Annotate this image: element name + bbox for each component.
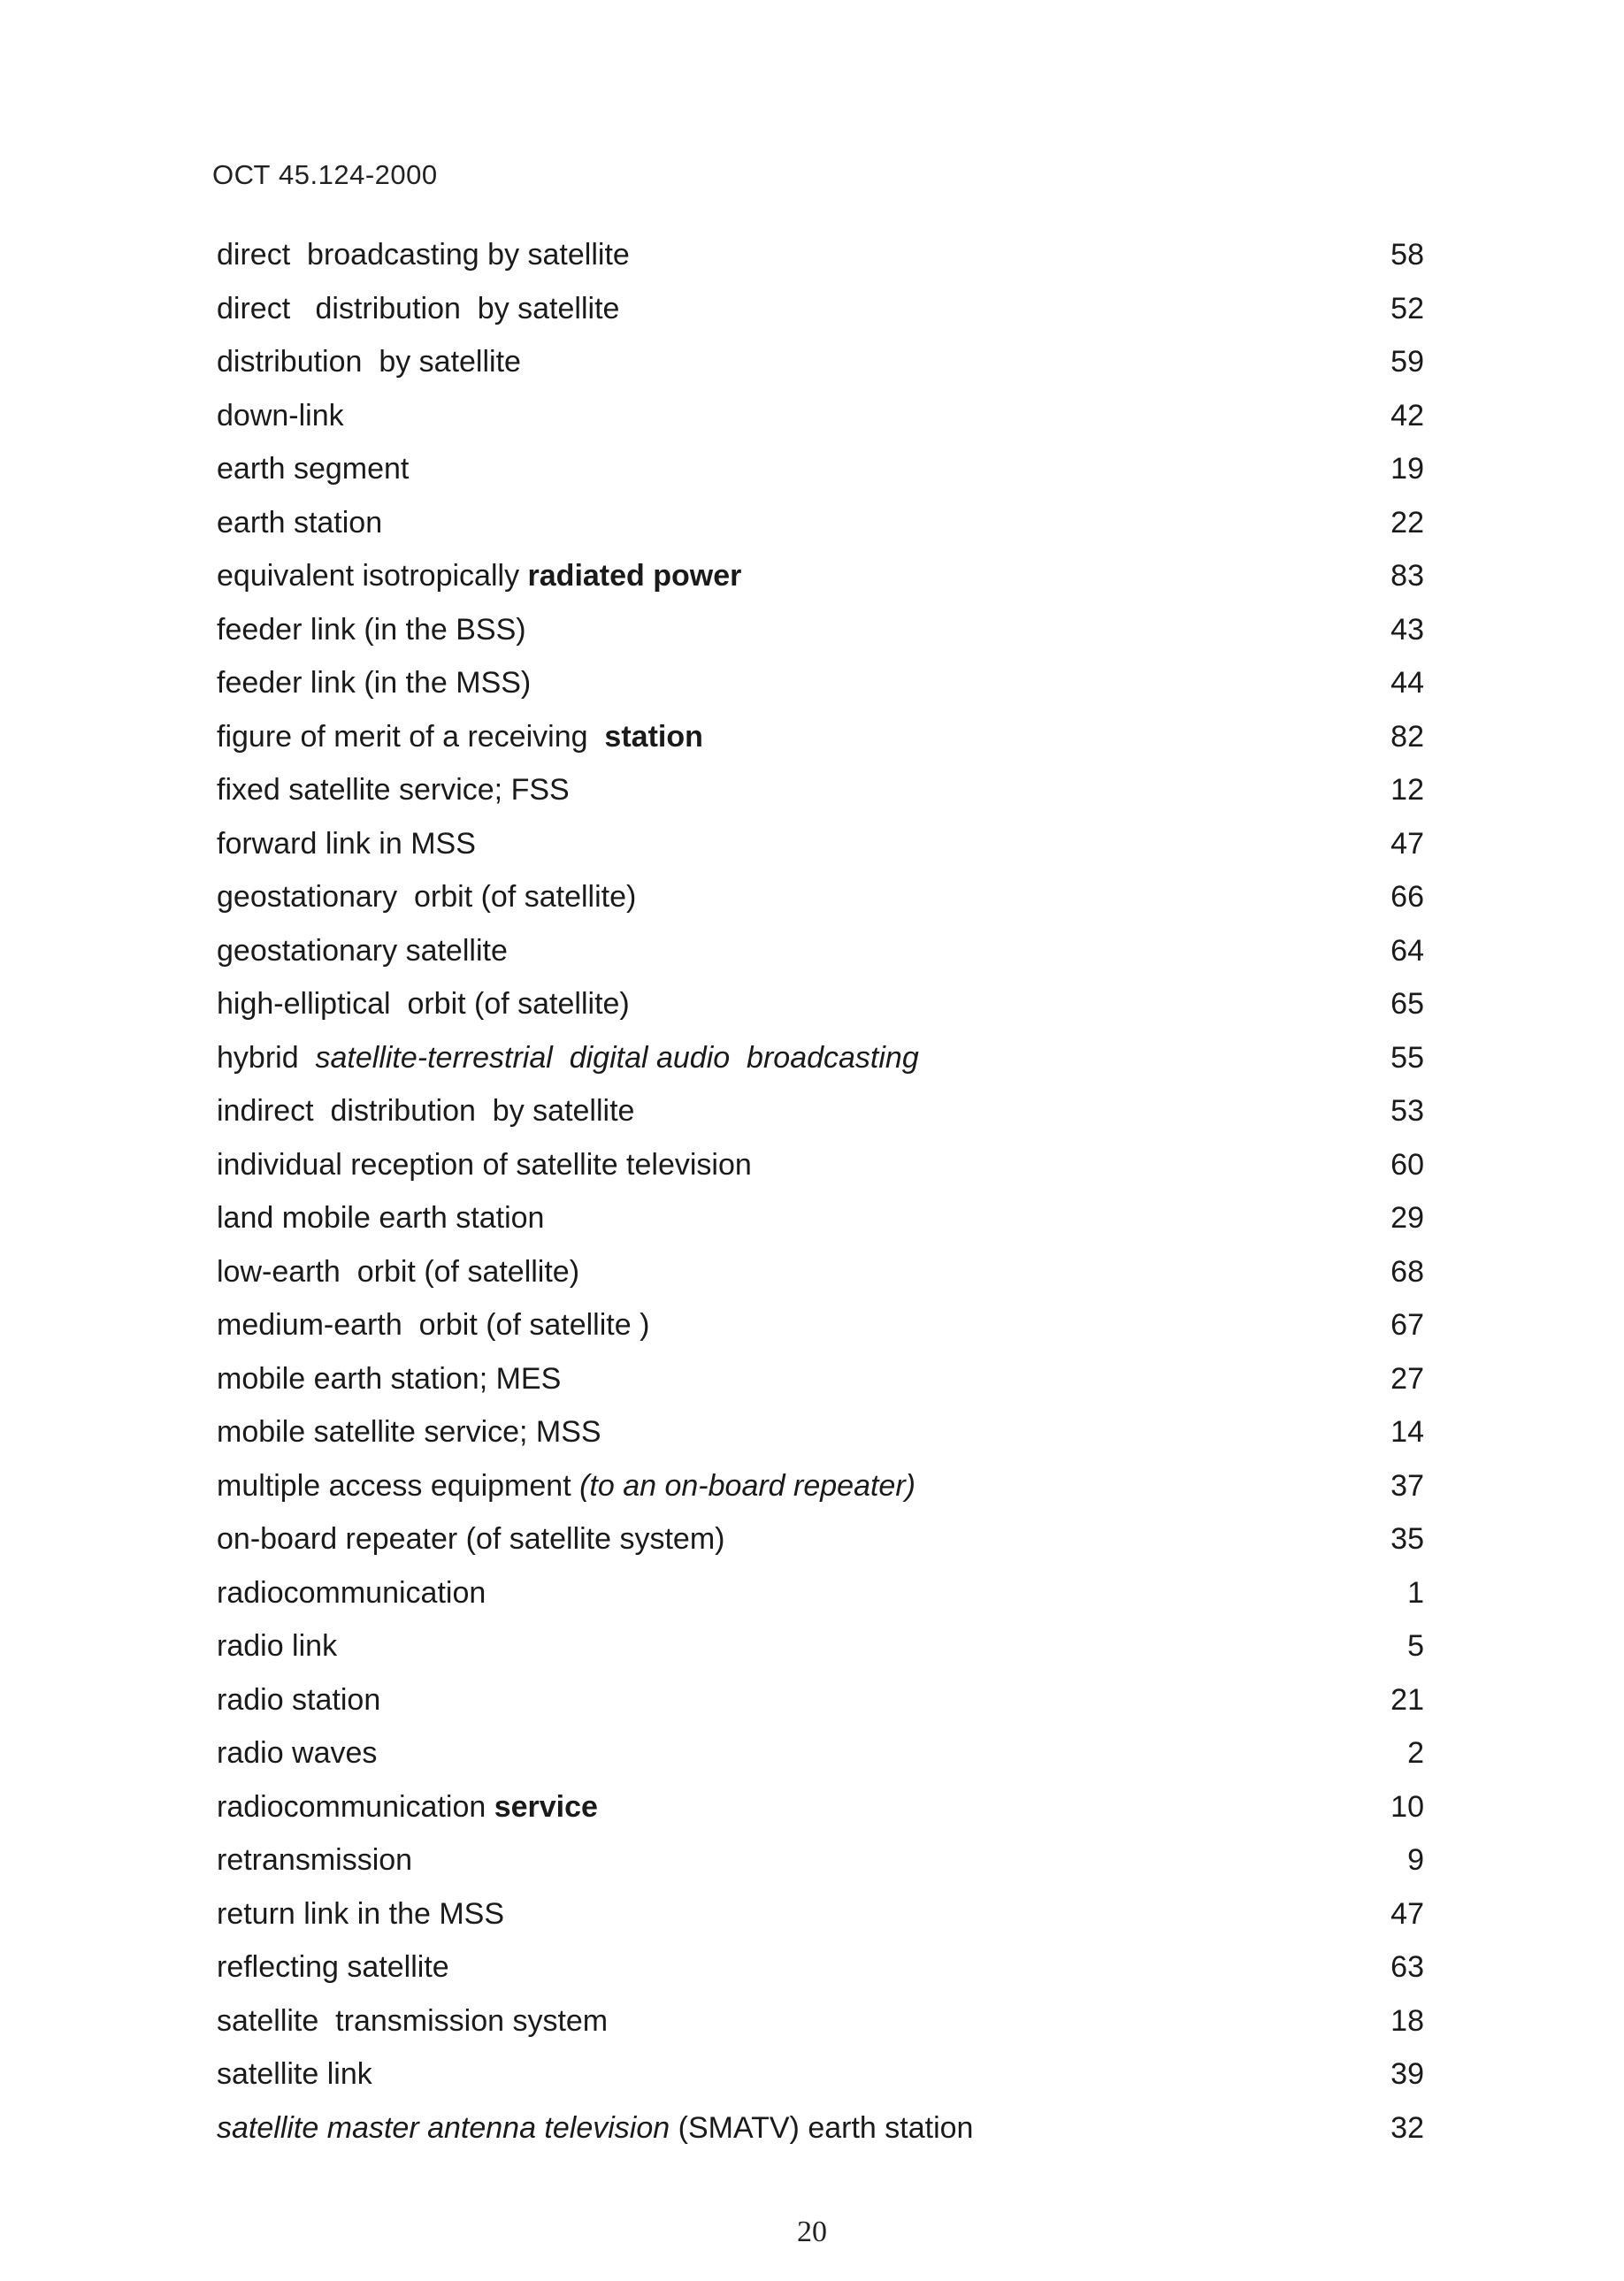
- index-page-number: 27: [1390, 1361, 1424, 1396]
- index-term: [217, 656, 531, 710]
- term-segment: hybrid: [217, 1040, 316, 1075]
- term-segment: radio link: [217, 1629, 338, 1663]
- index-page-number: 67: [1390, 1308, 1424, 1342]
- index-term: [217, 710, 703, 764]
- index-page-number: 22: [1390, 505, 1424, 540]
- index-page-number: 47: [1390, 826, 1424, 861]
- index-page-number: 35: [1390, 1522, 1424, 1556]
- index-entry: [217, 977, 1424, 1031]
- index-entry: [217, 1352, 1424, 1406]
- term-segment: land mobile earth station: [217, 1201, 545, 1235]
- term-segment: radio waves: [217, 1736, 378, 1770]
- index-term: [217, 389, 344, 443]
- index-entry: [217, 1459, 1424, 1513]
- index-entry: [217, 710, 1424, 764]
- index-entry: [217, 1566, 1424, 1620]
- index-page-number: 9: [1407, 1843, 1424, 1877]
- index-term: [217, 1084, 634, 1138]
- index-entry: [217, 1084, 1424, 1138]
- index-entry: [217, 870, 1424, 924]
- term-segment: down-link: [217, 398, 344, 432]
- index-term: [217, 2048, 372, 2101]
- term-segment: direct broadcasting by satellite: [217, 238, 630, 272]
- term-segment: retransmission: [217, 1843, 413, 1877]
- index-entry: [217, 282, 1424, 336]
- index-page-number: 52: [1390, 291, 1424, 325]
- index-page-number: 12: [1390, 773, 1424, 807]
- index-entry: [217, 1673, 1424, 1727]
- index-page-number: 59: [1390, 345, 1424, 379]
- index-term: [217, 1138, 752, 1192]
- index-term: [217, 1405, 601, 1459]
- term-segment: figure of merit of a receiving: [217, 719, 605, 754]
- index-term: [217, 228, 630, 282]
- index-page-number: 82: [1390, 719, 1424, 754]
- term-segment: distribution by satellite: [217, 345, 521, 379]
- index-page-number: 53: [1390, 1094, 1424, 1128]
- index-page-number: 21: [1390, 1682, 1424, 1717]
- terms-index-list: [217, 228, 1424, 2155]
- index-term: [217, 1726, 377, 1780]
- index-page-number: 2: [1407, 1736, 1424, 1770]
- term-segment: multiple access equipment: [217, 1468, 580, 1503]
- page-number: 20: [797, 2216, 827, 2248]
- index-term: [217, 1994, 608, 2048]
- index-term: [217, 870, 636, 924]
- index-page-number: 43: [1390, 612, 1424, 647]
- index-page-number: 18: [1390, 2003, 1424, 2038]
- index-entry: [217, 603, 1424, 657]
- index-term: [217, 1673, 380, 1727]
- index-page-number: 42: [1390, 398, 1424, 432]
- index-page-number: 64: [1390, 933, 1424, 968]
- index-term: [217, 1459, 915, 1513]
- index-entry: [217, 2101, 1424, 2155]
- term-segment: equivalent isotropically: [217, 559, 528, 593]
- index-entry: [217, 389, 1424, 443]
- index-entry: [217, 1512, 1424, 1566]
- index-term: [217, 496, 382, 550]
- index-term: [217, 1619, 337, 1673]
- index-page-number: 66: [1390, 880, 1424, 914]
- term-segment: direct distribution by satellite: [217, 291, 620, 325]
- term-segment: indirect distribution by satellite: [217, 1094, 635, 1128]
- term-segment: feeder link (in the BSS): [217, 612, 526, 647]
- term-segment: satellite-terrestrial digital audio broadcasting: [315, 1040, 919, 1075]
- index-page-number: 83: [1390, 559, 1424, 593]
- index-entry: [217, 817, 1424, 871]
- index-page-number: 68: [1390, 1254, 1424, 1289]
- index-entry: [217, 496, 1424, 550]
- index-entry: [217, 924, 1424, 978]
- term-segment: earth segment: [217, 452, 410, 486]
- index-term: [217, 924, 508, 978]
- index-page-number: 32: [1390, 2110, 1424, 2145]
- index-term: [217, 1512, 724, 1566]
- index-term: [217, 1833, 412, 1887]
- index-page-number: 10: [1390, 1789, 1424, 1824]
- index-entry: [217, 1298, 1424, 1352]
- index-page-number: 47: [1390, 1896, 1424, 1931]
- index-page-number: 60: [1390, 1147, 1424, 1182]
- index-page-number: 29: [1390, 1201, 1424, 1235]
- index-page-number: 37: [1390, 1468, 1424, 1503]
- term-segment: reflecting satellite: [217, 1950, 449, 1984]
- index-term: [217, 1566, 486, 1620]
- term-segment: individual reception of satellite television: [217, 1147, 752, 1182]
- index-term: [217, 2101, 973, 2155]
- index-entry: [217, 549, 1424, 603]
- index-entry: [217, 1138, 1424, 1192]
- index-entry: [217, 1031, 1424, 1085]
- index-page-number: 19: [1390, 452, 1424, 486]
- index-term: [217, 282, 619, 336]
- index-term: [217, 977, 630, 1031]
- index-term: [217, 1191, 544, 1245]
- term-segment: radiated power: [527, 559, 742, 593]
- term-segment: satellite transmission system: [217, 2003, 609, 2038]
- index-page-number: 55: [1390, 1040, 1424, 1075]
- index-entry: [217, 1191, 1424, 1245]
- index-term: [217, 335, 521, 389]
- index-page-number: 1: [1407, 1575, 1424, 1610]
- term-segment: earth station: [217, 505, 383, 540]
- index-entry: [217, 1405, 1424, 1459]
- index-entry: [217, 1780, 1424, 1834]
- index-entry: [217, 442, 1424, 496]
- index-entry: [217, 1940, 1424, 1994]
- index-entry: [217, 1833, 1424, 1887]
- index-page-number: 44: [1390, 666, 1424, 700]
- index-entry: [217, 763, 1424, 817]
- index-term: [217, 817, 476, 871]
- term-segment: geostationary satellite: [217, 933, 508, 968]
- term-segment: mobile satellite service; MSS: [217, 1415, 601, 1449]
- term-segment: low-earth orbit (of satellite): [217, 1254, 580, 1289]
- index-term: [217, 1940, 449, 1994]
- term-segment: geostationary orbit (of satellite): [217, 880, 637, 914]
- index-page-number: 58: [1390, 238, 1424, 272]
- index-term: [217, 1298, 649, 1352]
- index-term: [217, 1245, 579, 1299]
- index-page-number: 65: [1390, 987, 1424, 1021]
- index-term: [217, 763, 570, 817]
- term-segment: feeder link (in the MSS): [217, 666, 532, 700]
- index-page-number: 5: [1407, 1629, 1424, 1663]
- index-term: [217, 603, 526, 657]
- term-segment: medium-earth orbit (of satellite ): [217, 1308, 650, 1342]
- index-page-number: 14: [1390, 1415, 1424, 1449]
- document-code-header: ОСТ 45.124-2000: [212, 159, 438, 190]
- index-page-number: 39: [1390, 2057, 1424, 2091]
- index-page-number: 63: [1390, 1950, 1424, 1984]
- term-segment: return link in the MSS: [217, 1896, 505, 1931]
- index-entry: [217, 656, 1424, 710]
- term-segment: mobile earth station; MES: [217, 1361, 562, 1396]
- term-segment: station: [604, 719, 703, 754]
- term-segment: on-board repeater (of satellite system): [217, 1522, 725, 1556]
- index-entry: [217, 335, 1424, 389]
- term-segment: satellite master antenna television: [217, 2110, 670, 2145]
- index-term: [217, 1780, 598, 1834]
- index-term: [217, 1352, 561, 1406]
- index-entry: [217, 1619, 1424, 1673]
- index-term: [217, 1887, 504, 1941]
- term-segment: radio station: [217, 1682, 381, 1717]
- index-term: [217, 549, 741, 603]
- index-entry: [217, 2048, 1424, 2101]
- term-segment: fixed satellite service; FSS: [217, 773, 570, 807]
- index-entry: [217, 228, 1424, 282]
- term-segment: radiocommunication: [217, 1575, 486, 1610]
- term-segment: (to an on-board repeater): [579, 1468, 915, 1503]
- index-entry: [217, 1245, 1424, 1299]
- index-term: [217, 442, 409, 496]
- index-entry: [217, 1994, 1424, 2048]
- term-segment: radiocommunication: [217, 1789, 494, 1824]
- term-segment: service: [494, 1789, 598, 1824]
- term-segment: high-elliptical orbit (of satellite): [217, 987, 630, 1021]
- index-term: [217, 1031, 919, 1085]
- index-entry: [217, 1726, 1424, 1780]
- index-entry: [217, 1887, 1424, 1941]
- term-segment: (SMATV) earth station: [670, 2110, 974, 2145]
- term-segment: satellite link: [217, 2057, 372, 2091]
- term-segment: forward link in MSS: [217, 826, 476, 861]
